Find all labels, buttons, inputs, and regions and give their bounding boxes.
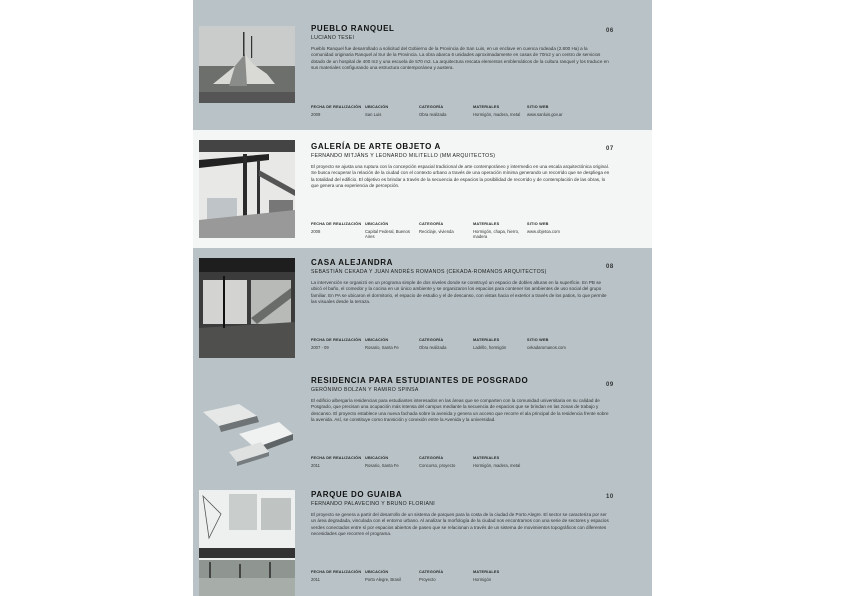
- entry-content: [311, 258, 611, 305]
- meta-category: CATEGORÍA Obra realizada: [419, 105, 447, 117]
- entry-casa-alejandra: [193, 248, 652, 368]
- project-authors: FERNANDO MITJÁNS Y LEONARDO MILITELLO (MM ARQUITECTOS): [311, 153, 496, 159]
- meta-materials: MATERIALES Hormigón, madera, metal: [473, 105, 521, 117]
- project-photo: [199, 258, 295, 358]
- entry-parque-do-guaiba: [193, 484, 652, 596]
- meta-category: CATEGORÍA Reciclaje, vivienda: [419, 222, 454, 234]
- entry-number: 07: [606, 146, 614, 152]
- project-description: El proyecto se genera a partir del desarrollo de un sistema de parques para la costa de la ciudad de Porto Alegre. El sector se caracteriza por ser un área degradada, vinculada con el entorno urbano. Al analizar la morfología de la ciudad nos encontramos con una serie de sectores y espacios verdes conectados entre sí por espacios abiertos de paseo que se relacionan a través de un sistema de movimientos topográficos con diferentes necesidades que recorren el programa.: [311, 512, 609, 536]
- project-meta: [311, 570, 527, 582]
- project-description: El edificio albergaría residencias para estudiantes interesados en las áreas que se comparten con la comunidad universitaria en su calidad de Posgrado, que precisan una ocupación más intensa del campus mediante la secuencia de espacios que se brindan en las zonas de trabajo y descanso. El proyecto establece una nueva fachada sobre la avenida y genera un acceso que recorre el ala principal de la residencia frente sobre la avenida. Así, se constituye como transición y conexión entre la Avenida y la universidad.: [311, 398, 609, 422]
- project-meta: [311, 338, 581, 350]
- entry-content: [311, 142, 611, 189]
- meta-date: FECHA DE REALIZACIÓN 2008: [311, 222, 362, 234]
- project-description: El proyecto se ajusta una ruptura con la concepción espacial tradicional de arte contemporáneo y intermedio en una escala arquitectónica original. Se busca recuperar la relación de la ciudad con el contexto urbano a través de una operación mínima generando un recorrido que se despliega en la totalidad del edificio. El objetivo es brindar a través de la secuencia de espacios la posibilidad de recorrido y de contemplación de las obras, lo que genera una experiencia de percepción.: [311, 164, 610, 188]
- meta-category: CATEGORÍA Obra realizada: [419, 338, 447, 350]
- entry-content: [311, 490, 611, 537]
- project-title: PARQUE DO GUAIBA: [311, 490, 403, 499]
- meta-date: FECHA DE REALIZACIÓN 2007 - 09: [311, 338, 362, 350]
- project-photo: [199, 140, 295, 238]
- meta-category: CATEGORÍA Concurso, proyecto: [419, 456, 456, 468]
- project-authors: SEBASTIÁN CEKADA Y JUAN ANDRÉS ROMANOS (CEKADA-ROMANOS ARQUITECTOS): [311, 269, 547, 275]
- project-authors: FERNANDO PALAVECINO Y BRUNO FLORIANI: [311, 501, 435, 507]
- meta-date: FECHA DE REALIZACIÓN 2009: [311, 105, 362, 117]
- project-description: Pueblo Ranquel fue desarrollado a solicitud del Gobierno de la Provincia de San Luis, en un enclave en cuenca rodeada (2.800 Ha) a la comunidad originaria Ranquel al Sur de la Provincia. La obra abarca 6 unidades aproximadamente en casas de 70m2 y un centro de servicios dotado de un hospital de 400 m2 y una escuela de 570 m2. La arquitectura rescata elementos emblemáticos de la cultura ranquel y los traduce en sus materiales configurando una estructura contemporánea y austera.: [311, 46, 609, 70]
- meta-date: FECHA DE REALIZACIÓN 2011: [311, 570, 362, 582]
- meta-location: UBICACIÓN Porto Alegre, Brasil: [365, 570, 401, 582]
- entry-content: [311, 24, 611, 71]
- meta-materials: MATERIALES Hormigón, chapa, hierro, madera: [473, 222, 520, 239]
- meta-website: SITIO WEB www.objetoa.com: [527, 222, 560, 234]
- project-meta: [311, 222, 581, 239]
- meta-materials: MATERIALES Hormigón, madera, metal: [473, 456, 521, 468]
- meta-website: SITIO WEB www.sanluis.gov.ar: [527, 105, 563, 117]
- meta-materials: MATERIALES Ladrillo, hormigón: [473, 338, 507, 350]
- project-meta: [311, 105, 581, 117]
- meta-materials: MATERIALES Hormigón: [473, 570, 500, 582]
- entry-content: [311, 376, 611, 423]
- entry-galeria-objeto-a: [193, 130, 652, 248]
- catalog-page: [193, 0, 652, 596]
- meta-location: UBICACIÓN Rosario, Santa Fe: [365, 456, 399, 468]
- project-photo: [199, 490, 295, 596]
- meta-date: FECHA DE REALIZACIÓN 2011: [311, 456, 362, 468]
- meta-category: CATEGORÍA Proyecto: [419, 570, 444, 582]
- project-title: CASA ALEJANDRA: [311, 258, 394, 267]
- entry-number: 09: [606, 382, 614, 388]
- project-photo: [199, 26, 295, 103]
- project-meta: [311, 456, 527, 468]
- project-authors: LUCIANO TESEI: [311, 35, 355, 41]
- project-title: RESIDENCIA PARA ESTUDIANTES DE POSGRADO: [311, 376, 529, 385]
- meta-location: UBICACIÓN Rosario, Santa Fe: [365, 338, 399, 350]
- entry-number: 08: [606, 264, 614, 270]
- project-authors: GERÓNIMO BOLZAN Y RAMIRO SPINSA: [311, 387, 419, 393]
- project-description: La intervención se organizó en un programa simple de dos niveles donde se construyó un espacio de dobles alturas en la superficie. En PB se ubicó el baño, el comedor y la cocina en un único ambiente y se organizaron los espacios para contener los ambientes de uso social del grupo familiar. En PA se ubicaron el dormitorio, el espacio de estudio y el de descanso, con vistas hacia el exterior a través de los patios, lo que permite las visuales desde la terraza.: [311, 280, 607, 304]
- meta-location: UBICACIÓN Capital Federal, Buenos Aires: [365, 222, 410, 239]
- meta-website: SITIO WEB cekadaromanos.com: [527, 338, 566, 350]
- project-photo: [199, 382, 295, 472]
- meta-location: UBICACIÓN San Luis: [365, 105, 389, 117]
- entry-number: 06: [606, 28, 614, 34]
- entry-pueblo-ranquel: [193, 8, 652, 130]
- entry-residencia-estudiantes: [193, 368, 652, 484]
- entry-number: 10: [606, 494, 614, 500]
- project-title: GALERÍA DE ARTE OBJETO A: [311, 142, 441, 151]
- project-title: PUEBLO RANQUEL: [311, 24, 395, 33]
